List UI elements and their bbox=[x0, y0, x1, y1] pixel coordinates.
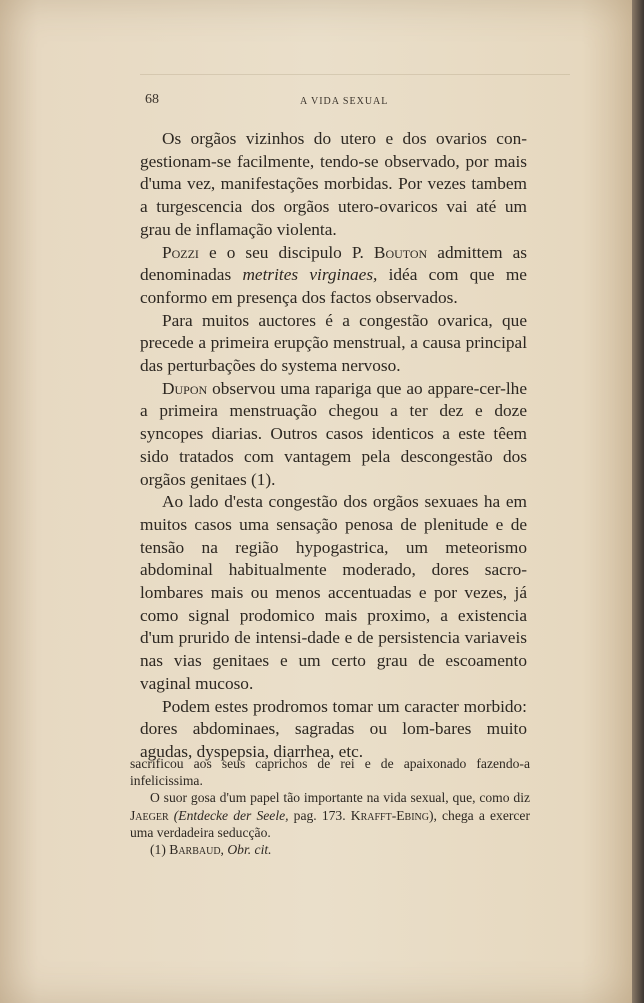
footnote-1 bbox=[130, 841, 530, 858]
running-title: A VIDA SEXUAL bbox=[300, 96, 389, 107]
footnote-2 bbox=[130, 789, 530, 841]
author-name: Pozzi bbox=[162, 242, 199, 262]
footnotes bbox=[130, 755, 530, 858]
italic-term: metrites virginaes, bbox=[242, 265, 378, 285]
paragraph-2 bbox=[140, 242, 527, 310]
text-run: pag. 173. bbox=[288, 807, 351, 823]
paragraph-5: Ao lado d'esta congestão dos orgãos sexuaes ha em muitos casos uma sensação penosa de plenitude e de tensão na região hypogastrica, um meteorismo abdominal habitualmente moderado, dores sacro-lombares mais ou menos accentuadas e por vezes, já como signal prodomico mais proximo, a existencia d'um prurido de intensi-dade e de persistencia variaveis nas vias genitaes e um certo grau de escoamento vaginal mucoso. bbox=[140, 492, 527, 693]
text-run: ), chega a exercer uma verdadeira seducção. bbox=[130, 807, 530, 840]
text-run: observou uma rapariga que ao appare-cer-lhe a primeira menstruação chegou a ter dez e doze syncopes diarias. Outros casos identicos a este têem sido tratados com vantagem pela descongestão dos orgãos genitaes (1). bbox=[140, 378, 527, 489]
page-number: 68 bbox=[145, 92, 159, 107]
author-name: Bouton bbox=[373, 242, 428, 262]
paragraph-1: Os orgãos vizinhos do utero e dos ovarios con-gestionam-se facilmente, tendo-se observado, por mais d'uma vez, manifestações morbidas. Por vezes tambem a turgescencia dos orgãos utero-ovaricos vai até um grau de inflamação violenta. bbox=[140, 129, 527, 239]
page-header bbox=[145, 92, 540, 108]
author-name: Jaeger bbox=[130, 807, 169, 823]
text-run: e o seu discipulo P. bbox=[198, 242, 374, 262]
italic-title: (Entdecke der Seele, bbox=[168, 807, 289, 823]
page-edge bbox=[632, 0, 644, 1003]
footnote-continuation: sacrificou aos seus caprichos de rei e de apaixonado fazendo-a infelicissima. bbox=[130, 756, 530, 789]
paragraph-4 bbox=[140, 378, 527, 492]
author-name: Barbaud, bbox=[169, 842, 224, 858]
paragraph-3: Para muitos auctores é a congestão ovarica, que precede a primeira erupção menstrual, a causa principal das perturbações do systema nervoso. bbox=[140, 310, 527, 376]
author-name: Dupon bbox=[162, 378, 208, 398]
italic-title: Obr. cit. bbox=[223, 842, 272, 858]
text-run: O suor gosa d'um papel tão importante na vida sexual, que, como diz bbox=[150, 790, 530, 806]
footnote-mark: (1) bbox=[150, 842, 170, 858]
text-run: admittem as denominadas bbox=[140, 242, 527, 285]
page-crease bbox=[140, 74, 570, 75]
text-run: idéa com que me conformo em presença dos factos observados. bbox=[140, 265, 527, 307]
paragraph-6: Podem estes prodromos tomar um caracter morbido: dores abdominaes, sagradas ou lom-bares muito agudas, dyspepsia, diarrhea, etc. bbox=[140, 696, 527, 761]
main-text bbox=[140, 128, 527, 764]
author-name: Krafft-Ebing bbox=[350, 807, 429, 823]
